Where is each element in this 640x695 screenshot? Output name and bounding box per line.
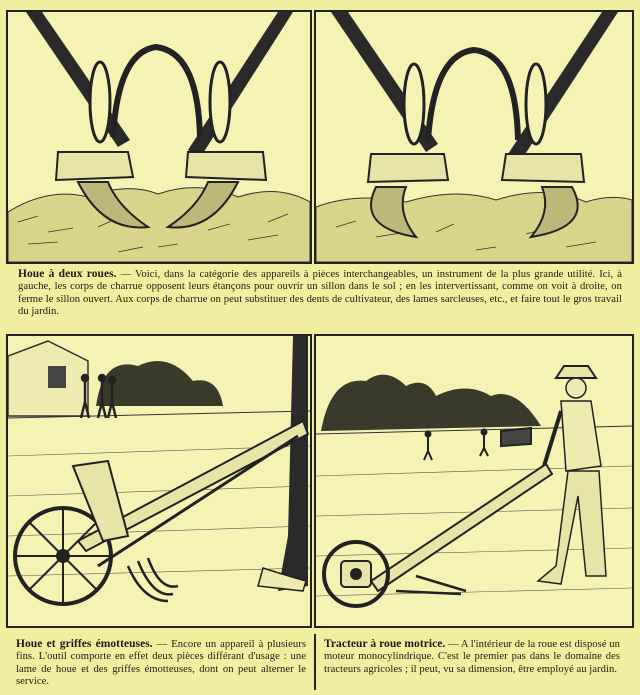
illustration-plough-open-furrow <box>6 10 312 264</box>
illustration-hoe-with-claws <box>6 334 312 628</box>
caption-body: — A l'intérieur de la roue est disposé un moteur monocylindrique. C'est le premier pas dans le domaine des tracteurs agricoles ; il peut, vu sa dimension, être employé au jardin. <box>324 639 620 675</box>
caption-body: — Encore un appareil à plusieurs fins. L'outil comporte en effet deux pièces différant d'usage : une lame de houe et des griffes émotteuses, dont on peut alterner le service. <box>16 639 307 688</box>
caption-houe-griffes <box>16 638 306 689</box>
illustration-plough-close-furrow <box>314 10 634 264</box>
caption-title: Tracteur à roue motrice. <box>324 638 446 650</box>
illustration-motor-wheel-tractor <box>314 334 634 628</box>
caption-title: Houe et griffes émotteuses. <box>16 638 153 650</box>
caption-title: Houe à deux roues. <box>18 268 117 280</box>
caption-houe-deux-roues <box>18 268 622 319</box>
caption-divider <box>314 634 316 690</box>
caption-tracteur <box>324 638 620 676</box>
caption-body: — Voici, dans la catégorie des appareils à pièces interchangeables, un instrument de la plus grande utilité. Ici, à gauche, les corps de charrue opposent leurs étançons pour ouvrir un sillon dans le sol ; en les intervertissant, comme on voit à droite, on ferme le sillon ouvert. Aux corps de charrue on peut substituer des dents de cultivateur, des lames sarcleuses, etc., et faire tout le gros travail du jardin. <box>18 269 622 318</box>
